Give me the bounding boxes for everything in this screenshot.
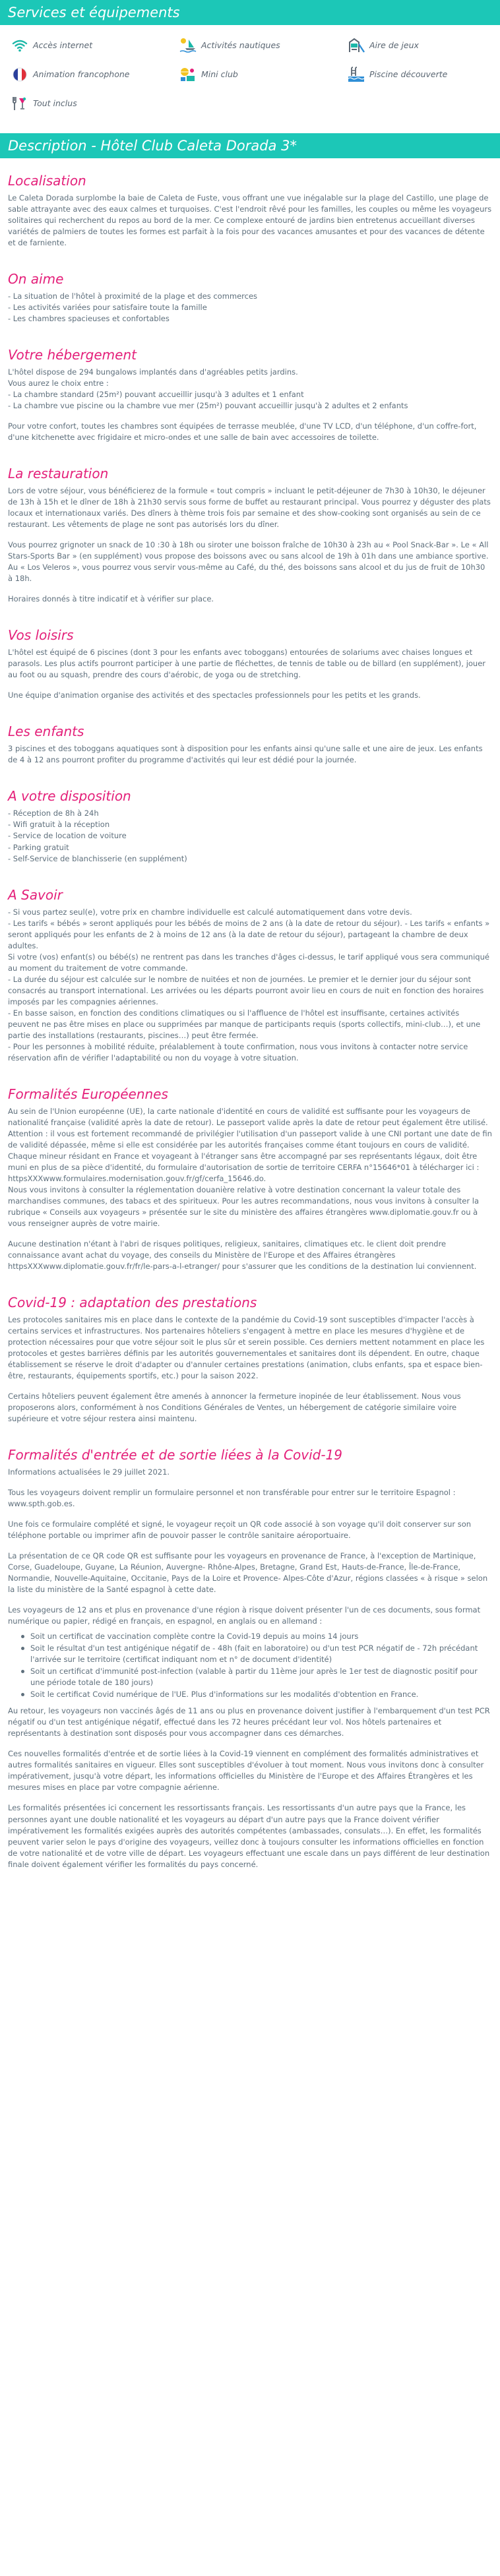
service-mini-club [175, 63, 343, 86]
entry-text: Une fois ce formulaire complété et signé, le voyageur reçoit un QR code associé à son voyage qu'il doit conserver sur son téléphone portable ou imprimer afin de pouvoir passer le contrôle sanitaire aéroportuaire. [8, 1519, 472, 1541]
list-item: - La chambre standard (25m²) pouvant accueillir jusqu'à 3 adultes et 1 enfant [8, 390, 304, 400]
service-label: Tout inclus [33, 98, 77, 108]
accommodation-heading: Votre hébergement [8, 347, 137, 363]
list-item: - Wifi gratuit à la réception [8, 820, 110, 830]
services-title: Services et équipements [8, 5, 180, 20]
service-all-inclusive [7, 92, 175, 115]
service-label: Aire de jeux [369, 40, 419, 50]
service-playground [343, 34, 495, 57]
know-text: - Si vous partez seul(e), votre prix en chambre individuelle est calculé automatiquement dans votre devis. [8, 907, 412, 917]
entry-text: Les formalités présentées ici concernent les ressortissants français. Les ressortissants d'un autre pays que la France, les personnes ayant une double nationalité et les voyageurs au départ d'un autre pays que la France doivent vérifier impérativement les formalités exigées auprès des autorités compétentes (ambassades, consulats…). En effet, les formalités peuvent varier selon le pays d'origine des voyageurs, veillez donc à toujours consulter les informations officielles en fonction de votre nationalité et de votre ville de départ. Les voyageurs effectuant une escale dans un pays différent de leur destination finale doivent également vérifier les formalités du pays concerné. [8, 1803, 490, 1869]
likes-heading: On aime [8, 271, 64, 288]
leisure-heading: Vos loisirs [8, 627, 74, 644]
dining-text-2: Vous pourrez grignoter un snack de 10 :30 à 18h ou siroter une boisson fraîche de 10h30 à 23h au « Pool Snack-Bar ». Le « All Stars-Sports Bar » (en supplément) vous propose des boissons avec ou sans alcool de 19h à 01h dans une ambiance sportive. Au « Los Veleros », vous pourrez vous servir vous-même au Café, du thé, des boissons sans alcool et du jus de fruit de 10h30 à 18h. [8, 540, 489, 584]
list-item: - La chambre vue piscine ou la chambre vue mer (25m²) pouvant accueillir jusqu'à 2 adultes et 2 enfants [8, 401, 408, 411]
services-header [0, 0, 500, 25]
entry-text: Les voyageurs de 12 ans et plus en provenance d'une région à risque doivent présenter l'un de ces documents, sous format numérique ou papier, rédigé en français, en espagnol, en anglais ou en allemand : [8, 1605, 481, 1626]
playground-icon [343, 38, 369, 53]
formalities-text: Au sein de l'Union européenne (UE), la carte nationale d'identité en cours de validité est suffisante pour les voyageurs de nationalité française (validité après la date de retour). Le passeport valide après la date de retour peut également être utilisé. Attention : il vous est fortement recommandé de privilégier l'utilisation d'un passeport valide à une CNI portant une date de fin de validité dépassée, même si elle est considérée par les autorités françaises comme étant toujours en cours de validité. Chaque mineur résidant en France et voyageant à l'étranger sans être accompagné par ses représentants légaux, doit être muni en plus de sa pièce d'identité, du formulaire d'autorisation de sortie de territoire CERFA n°15646*01 à télécharger ici : httpsXXXwww.formulaires.modernisation.gouv.fr/gf/cerfa_15646.do. [8, 1106, 492, 1183]
list-item: Soit le certificat Covid numérique de l'UE. Plus d'informations sur les modalités d'obtention en France. [30, 1689, 492, 1700]
know-text: Si votre (vos) enfant(s) ou bébé(s) ne rentrent pas dans les tranches d'âges ci-dessus, le tarif appliqué vous sera communiqué au moment du traitement de votre commande. [8, 952, 489, 973]
service-label: Piscine découverte [369, 69, 448, 79]
formalities-heading: Formalités Européennes [8, 1086, 168, 1102]
available-heading: A votre disposition [8, 788, 131, 805]
dining-text-1: Lors de votre séjour, vous bénéficierez de la formule « tout compris » incluant le petit-déjeuner de 7h30 à 10h30, le déjeuner de 13h à 15h et le dîner de 18h à 21h30 servis sous forme de buffet au restaurant principal. Vous pourrez y déguster des plats locaux et internationaux variés. Des dîners à thème trois fois par semaine et des show-cooking sont organisés au sein de ce restaurant. Les vêtements de plage ne sont pas autorisés lors du dîner. [8, 486, 491, 530]
entry-text: Au retour, les voyageurs non vaccinés âgés de 11 ans ou plus en provenance doivent justifier à l'embarquement d'un test PCR négatif ou d'un test antigénique négatif, effectué dans les 72 heures précédant leur vol. Nos hôtels partenaires et représentants à destination sont disposés pour vous accompagner dans ces démarches. [8, 1706, 490, 1738]
kids-heading: Les enfants [8, 723, 84, 740]
service-water-activities [175, 34, 343, 57]
location-text: Le Caleta Dorada surplombe la baie de Caleta de Fuste, vous offrant une vue inégalable sur la plage del Castillo, une plage de sable attrayante avec des eaux calmes et turquoises. C'est l'endroit rêvé pour les familles, les couples ou même les voyageurs solitaires qui recherchent du repos au bord de la mer. Ce complexe entouré de jardins bien entretenus accueillant diverses variétés de palmiers de toutes les formes est parfait à la fois pour des vacances amusantes et pour des vacances de détente et de farniente. [8, 193, 492, 248]
know-text: - La durée du séjour est calculée sur le nombre de nuitées et non de journées. Le premier et le dernier jour du séjour sont consacrés au transport international. Les arrivées ou les départs pourront avoir lieu en cours de nuit en fonction des horaires imposés par les compagnies aériennes. [8, 974, 484, 1006]
know-text: - Pour les personnes à mobilité réduite, préalablement à toute confirmation, nous vous invitons à contacter notre service réservation afin de vérifier l'adaptabilité ou non du voyage à votre situation. [8, 1041, 468, 1062]
french-flag-icon [7, 67, 33, 82]
dining-heading: La restauration [8, 466, 109, 482]
location-heading: Localisation [8, 173, 86, 189]
services-grid [0, 25, 500, 124]
entry-text: Ces nouvelles formalités d'entrée et de sortie liées à la Covid-19 viennent en complément des formalités administratives et autres formalités sanitaires en vigueur. Elles sont susceptibles d'évoluer à tout moment. Nous vous invitons donc à consulter impérativement, jusqu'à votre départ, les informations officielles du Ministère de l'Europe et des Affaires Étrangères et les mesures mises en place par votre compagnie aérienne. [8, 1749, 484, 1793]
dining-note: Horaires donnés à titre indicatif et à vérifier sur place. [8, 594, 214, 604]
entry-text: La présentation de ce QR code QR est suffisante pour les voyageurs en provenance de France, à l'exception de Martinique, Corse, Guadeloupe, Guyane, La Réunion, Auvergne- Rhône-Alpes, Bretagne, Grand Est, Hauts-de-France, Île-de-France, Normandie, Nouvelle-Aquitaine, Occitanie, Pays de la Loire et Provence- Alpes-Côte d'Azur, régions classées « à risque » selon la liste du ministère de la Santé espagnol à cette date. [8, 1551, 488, 1595]
pool-icon [343, 67, 369, 82]
list-item: - Les chambres spacieuses et confortables [8, 314, 170, 324]
list-item: Soit un certificat d'immunité post-infection (valable à partir du 11ème jour après le 1er test de diagnostic positif pour une période totale de 180 jours) [30, 1666, 492, 1688]
covid-text: Les protocoles sanitaires mis en place dans le contexte de la pandémie du Covid-19 sont susceptibles d'impacter l'accès à certains services et infrastructures. Nos partenaires hôteliers s'engagent à mettre en place les mesures d'hygiène et de protection nécessaires pour que votre séjour soit le plus sûr et serein possible. Ces derniers mettent notamment en place les protocoles et gestes barrières définis par les autorités gouvernementales et sanitaires dont ils dépendent. En outre, chaque établissement se réserve le droit d'adapter ou d'annuler certaines prestations (animation, clubs enfants, spa et espace bien-être, restaurants, équipements sportifs, etc.) pour la saison 2022. [8, 1314, 485, 1381]
description-title: Description - Hôtel Club Caleta Dorada 3* [8, 138, 297, 154]
covid-text: Certains hôteliers peuvent également être amenés à annoncer la fermeture inopinée de leur établissement. Nous vous proposerons alors, conformément à nos Conditions Générales de Ventes, un hébergement de catégorie similaire voire supérieure et votre séjour restera ainsi maintenu. [8, 1392, 461, 1424]
mini-club-icon [175, 67, 201, 82]
list-item: - Parking gratuit [8, 842, 69, 852]
list-item: Vous aurez le choix entre : [8, 379, 109, 388]
wifi-icon [7, 39, 33, 52]
entry-text: Tous les voyageurs doivent remplir un formulaire personnel et non transférable pour entrer sur le territoire Espagnol : www.spth.gob.es. [8, 1488, 456, 1509]
list-item: - Service de location de voiture [8, 831, 127, 841]
list-item: Soit le résultat d'un test antigénique négatif de - 48h (fait en laboratoire) ou d'un test PCR négatif de - 72h précédant l'arrivée sur le territoire (certificat indiquant nom et n° de document d'identité) [30, 1643, 492, 1665]
leisure-text-2: Une équipe d'animation organise des activités et des spectacles professionnels pour les petits et les grands. [8, 690, 421, 700]
list-item: L'hôtel dispose de 294 bungalows implantés dans d'agréables petits jardins. [8, 367, 298, 377]
entry-updated: Informations actualisées le 29 juillet 2021. [8, 1467, 170, 1477]
water-activities-icon [175, 38, 201, 53]
all-inclusive-icon [7, 96, 33, 111]
know-text: - En basse saison, en fonction des conditions climatiques ou si l'affluence de l'hôtel est insuffisante, certaines activités peuvent ne pas être mises en place ou supprimées par manque de participants requis (sports collectifs, mini-club…), et une partie des installations (restaurants, piscines…) peut être fermée. [8, 1008, 481, 1040]
accommodation-text: Pour votre confort, toutes les chambres sont équipées de terrasse meublée, d'une TV LCD, d'un téléphone, d'un coffre-fort, d'une kitchenette avec frigidaire et micro-ondes et une salle de bain avec accessoires de toilette. [8, 421, 477, 443]
available-list [8, 808, 492, 864]
description-header [0, 133, 500, 158]
know-text: - Les tarifs « bébés » seront appliqués pour les bébés de moins de 2 ans (à la date de retour du séjour). - Les tarifs « enfants » seront appliqués pour les enfants de 2 à moins de 12 ans (à la date de retour du séjour), partageant la chambre de deux adultes. [8, 918, 490, 950]
service-internet [7, 34, 175, 57]
leisure-text-1: L'hôtel est équipé de 6 piscines (dont 3 pour les enfants avec toboggans) entourées de solariums avec chaises longues et parasols. Les plus actifs pourront participer à une partie de fléchettes, de tennis de table ou de billard (en supplément), jouer au foot ou au squash, prendre des cours d'aérobic, de yoga ou de stretching. [8, 648, 486, 680]
list-item: - Self-Service de blanchisserie (en supplément) [8, 853, 187, 863]
list-item: Soit un certificat de vaccination complète contre la Covid-19 depuis au moins 14 jours [30, 1631, 492, 1642]
service-label: Activités nautiques [201, 40, 280, 50]
likes-list [8, 291, 492, 324]
service-french-entertainment [7, 63, 175, 86]
description-content [0, 158, 500, 1870]
accommodation-list [8, 367, 492, 412]
kids-text: 3 piscines et des toboggans aquatiques sont à disposition pour les enfants ainsi qu'une salle et une aire de jeux. Les enfants de 4 à 12 ans pourront profiter du programme d'activités qui leur est dédié pour la journée. [8, 744, 483, 765]
entry-heading: Formalités d'entrée et de sortie liées à la Covid-19 [8, 1447, 342, 1463]
entry-bullet-list [8, 1631, 492, 1700]
formalities-text: Aucune destination n'étant à l'abri de risques politiques, religieux, sanitaires, climatiques etc. le client doit prendre connaissance avant achat du voyage, des conseils du Ministère de l'Europe et des Affaires étrangères httpsXXXwww.diplomatie.gouv.fr/fr/le-pars-a-l-etranger/ pour s'assurer que les conditions de la destination lui conviennent. [8, 1239, 477, 1271]
formalities-text: Nous vous invitons à consulter la réglementation douanière relative à votre destination concernant la valeur totale des marchandises communes, des tabacs et des spiritueux. Pour les autres recommandations, nous vous invitons à consulter la rubrique « Conseils aux voyageurs » présentée sur le site du ministère des affaires étrangères www.diplomatie.gouv.fr ou à vous renseigner auprès de votre mairie. [8, 1184, 479, 1228]
list-item: - La situation de l'hôtel à proximité de la plage et des commerces [8, 291, 258, 301]
service-pool [343, 63, 495, 86]
service-label: Accès internet [33, 40, 93, 50]
service-label: Mini club [201, 69, 238, 79]
list-item: - Les activités variées pour satisfaire toute la famille [8, 303, 207, 313]
service-label: Animation francophone [33, 69, 130, 79]
know-heading: A Savoir [8, 886, 63, 903]
list-item: - Réception de 8h à 24h [8, 809, 99, 818]
covid-heading: Covid-19 : adaptation des prestations [8, 1294, 257, 1310]
